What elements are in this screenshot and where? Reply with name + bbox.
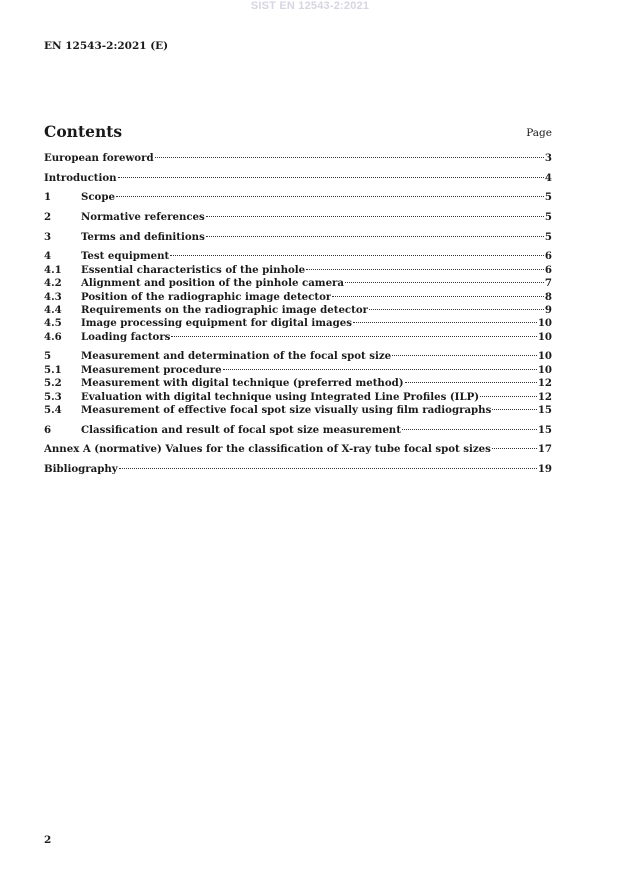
toc-entry[interactable] [44,152,552,165]
toc-entry-page: 7 [544,277,552,290]
toc-entry[interactable] [44,231,552,244]
dot-leader [206,216,544,217]
toc-entry-page: 5 [544,211,552,224]
dot-leader [171,336,536,337]
toc-entry-page: 15 [537,423,552,436]
toc-entry[interactable] [44,443,552,456]
dot-leader [353,322,537,323]
toc-entry[interactable] [44,291,552,304]
toc-entry-title: Image processing equipment for digital images [81,317,353,330]
toc-entry-title: Evaluation with digital technique using Integrated Line Profiles (ILP) [81,390,480,403]
dot-leader [480,396,537,397]
toc-entry-title: Bibliography [44,463,118,476]
toc-entry-title: Test equipment [81,250,170,263]
toc-entry-number: 4.6 [44,330,62,343]
table-of-contents [44,152,552,476]
toc-entry-title: Classification and result of focal spot size measurement [81,423,401,436]
toc-entry-page: 10 [537,350,552,363]
toc-entry-number: 5.2 [44,377,62,390]
dot-leader [332,296,544,297]
toc-entry-page: 10 [537,363,552,376]
toc-entry[interactable] [44,331,552,344]
toc-entry[interactable] [44,350,552,363]
toc-entry-title: Introduction [44,171,117,184]
dot-leader [116,196,544,197]
toc-entry-title: Measurement procedure [81,363,222,376]
toc-entry-title: Measurement and determination of the focal spot size [81,350,392,363]
dot-leader [306,269,544,270]
toc-entry-page: 8 [544,290,552,303]
toc-entry-number: 3 [44,230,52,243]
toc-entry-page: 4 [544,171,552,184]
toc-entry[interactable] [44,191,552,204]
toc-entry-title: Measurement of effective focal spot size visually using film radiographs [81,404,492,417]
watermark: SIST EN 12543-2:2021 [250,0,370,12]
dot-leader [492,448,537,449]
toc-entry-page: 6 [544,250,552,263]
toc-entry-number: 4 [44,250,52,263]
document-id-header: EN 12543-2:2021 (E) [44,40,169,52]
toc-entry[interactable] [44,463,552,476]
toc-entry-number: 4.2 [44,277,62,290]
dot-leader [155,157,544,158]
toc-entry-page: 5 [544,230,552,243]
toc-entry-title: Annex A (normative) Values for the classification of X-ray tube focal spot sizes [44,443,491,456]
toc-entry[interactable] [44,317,552,330]
dot-leader [392,355,537,356]
toc-entry[interactable] [44,424,552,437]
toc-entry[interactable] [44,172,552,185]
toc-entry-number: 4.3 [44,290,62,303]
dot-leader [223,369,537,370]
toc-entry-number: 1 [44,191,52,204]
dot-leader [206,236,544,237]
dot-leader [492,409,536,410]
page-title: Contents [44,122,123,141]
toc-entry-page: 17 [537,443,552,456]
dot-leader [119,468,537,469]
toc-entry[interactable] [44,364,552,377]
dot-leader [405,382,537,383]
toc-entry-title: Essential characteristics of the pinhole [81,263,306,276]
toc-entry-title: Position of the radiographic image detector [81,290,332,303]
dot-leader [170,255,544,256]
toc-entry-number: 5.4 [44,404,62,417]
toc-entry-page: 9 [544,304,552,316]
dot-leader [118,177,544,178]
toc-entry-title: Requirements on the radiographic image detector [81,304,369,316]
toc-entry-number: 5.3 [44,390,62,403]
toc-entry-page: 6 [544,263,552,276]
toc-entry[interactable] [44,304,552,317]
toc-entry[interactable] [44,391,552,404]
toc-entry-number: 2 [44,211,52,224]
toc-entry-title: European foreword [44,152,154,164]
toc-entry-page: 10 [537,330,552,343]
page-column-label: Page [526,127,552,139]
toc-entry-title: Measurement with digital technique (preferred method) [81,377,404,390]
toc-entry-number: 4.1 [44,263,62,276]
toc-entry-number: 5 [44,350,52,363]
toc-entry-title: Scope [81,191,115,204]
toc-entry-number: 4.5 [44,317,62,330]
toc-entry[interactable] [44,404,552,417]
toc-entry-number: 6 [44,423,52,436]
toc-entry[interactable] [44,377,552,390]
dot-leader [369,309,544,310]
toc-entry[interactable] [44,250,552,263]
dot-leader [345,282,544,283]
toc-entry-title: Normative references [81,211,205,224]
toc-entry-number: 4.4 [44,304,62,316]
toc-entry-page: 15 [537,404,552,417]
toc-entry-page: 12 [537,377,552,390]
page-number: 2 [44,834,52,846]
toc-entry-number: 5.1 [44,363,62,376]
toc-entry-page: 5 [544,191,552,204]
toc-entry[interactable] [44,277,552,290]
toc-entry-page: 19 [537,463,552,476]
toc-entry-page: 12 [537,390,552,403]
toc-entry-title: Terms and definitions [81,230,205,243]
toc-entry-title: Loading factors [81,330,171,343]
toc-entry-title: Alignment and position of the pinhole camera [81,277,345,290]
dot-leader [402,429,537,430]
toc-entry-page: 10 [537,317,552,330]
toc-entry[interactable] [44,211,552,224]
toc-entry[interactable] [44,264,552,277]
toc-entry-page: 3 [544,152,552,164]
